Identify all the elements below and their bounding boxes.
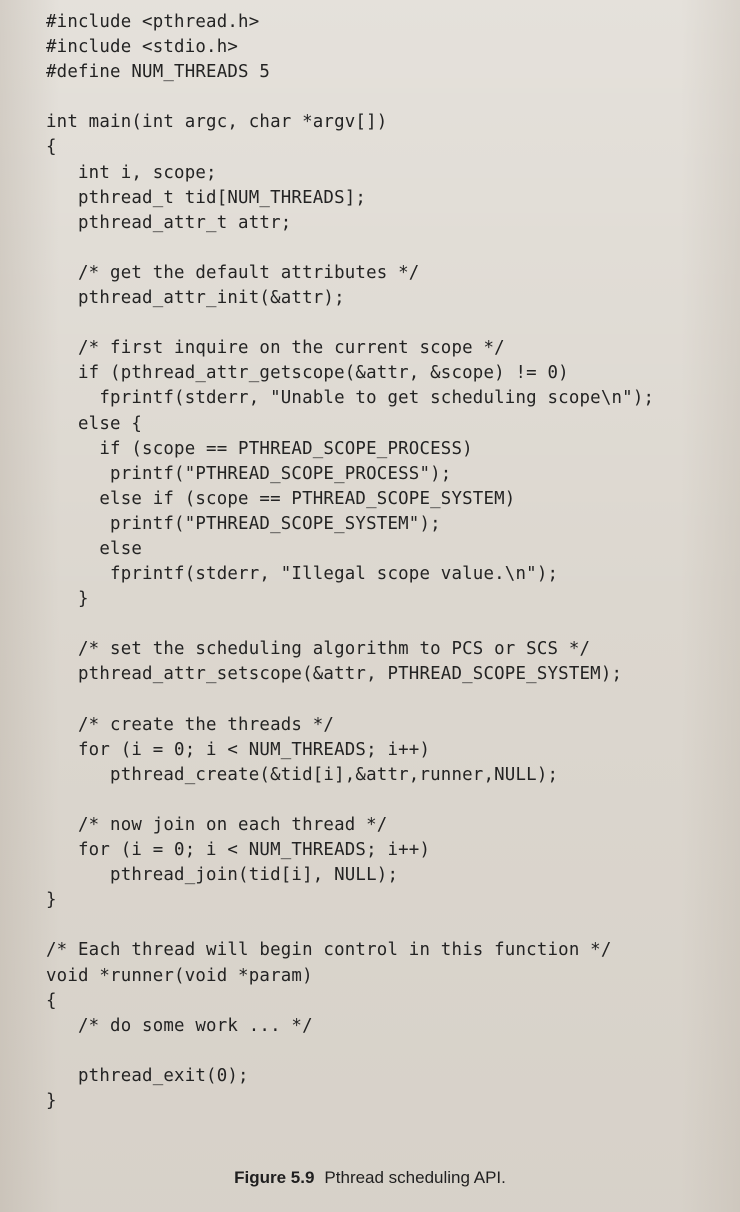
code-line <box>46 788 736 813</box>
code-line: int main(int argc, char *argv[]) <box>46 112 388 133</box>
code-line <box>46 1039 736 1064</box>
figure-title: Pthread scheduling API. <box>324 1168 506 1187</box>
code-line: else if (scope == PTHREAD_SCOPE_SYSTEM) <box>46 488 516 509</box>
code-line: { <box>46 137 57 158</box>
code-line: fprintf(stderr, "Unable to get scheduling scope\n"); <box>46 388 655 409</box>
code-line: printf("PTHREAD_SCOPE_SYSTEM"); <box>46 513 441 534</box>
code-line: #include <stdio.h> <box>46 37 239 58</box>
code-line: void *runner(void *param) <box>46 965 313 986</box>
code-line: fprintf(stderr, "Illegal scope value.\n"); <box>46 564 559 585</box>
code-line <box>46 311 736 336</box>
code-line: pthread_attr_init(&attr); <box>46 288 345 309</box>
code-line: /* create the threads */ <box>46 714 335 735</box>
code-line: pthread_attr_setscope(&attr, PTHREAD_SCOPE_SYSTEM); <box>46 664 623 685</box>
code-line: printf("PTHREAD_SCOPE_PROCESS"); <box>46 463 452 484</box>
code-line: else { <box>46 413 143 434</box>
code-line: } <box>46 1091 57 1112</box>
code-line: /* set the scheduling algorithm to PCS or SCS */ <box>46 639 591 660</box>
code-line: } <box>46 589 89 610</box>
code-line: pthread_attr_t attr; <box>46 212 292 233</box>
code-line <box>46 612 736 637</box>
code-line: if (pthread_attr_getscope(&attr, &scope) != 0) <box>46 363 569 384</box>
code-line <box>46 913 736 938</box>
code-line: pthread_create(&tid[i],&attr,runner,NULL); <box>46 764 559 785</box>
figure-label: Figure 5.9 <box>234 1168 315 1187</box>
code-line: else <box>46 538 143 559</box>
code-line <box>46 85 736 110</box>
code-line: /* now join on each thread */ <box>46 815 388 835</box>
code-line: for (i = 0; i < NUM_THREADS; i++) <box>46 840 431 861</box>
code-line: for (i = 0; i < NUM_THREADS; i++) <box>46 739 431 760</box>
code-line: int i, scope; <box>46 162 217 183</box>
code-line: #include <pthread.h> <box>46 12 260 32</box>
code-line: } <box>46 890 57 911</box>
code-line: /* Each thread will begin control in this function */ <box>46 940 612 961</box>
code-line: #define NUM_THREADS 5 <box>46 62 271 83</box>
figure-caption <box>0 1168 740 1188</box>
code-line <box>46 236 736 261</box>
code-line: /* do some work ... */ <box>46 1015 313 1036</box>
code-line <box>46 688 736 713</box>
code-line: if (scope == PTHREAD_SCOPE_PROCESS) <box>46 438 473 459</box>
code-line: pthread_t tid[NUM_THREADS]; <box>46 187 367 208</box>
code-line: pthread_join(tid[i], NULL); <box>46 865 399 886</box>
code-line: /* first inquire on the current scope */ <box>46 338 505 359</box>
code-line: pthread_exit(0); <box>46 1065 249 1086</box>
code-listing <box>46 10 736 1114</box>
code-line: /* get the default attributes */ <box>46 262 420 283</box>
code-line: { <box>46 990 57 1011</box>
